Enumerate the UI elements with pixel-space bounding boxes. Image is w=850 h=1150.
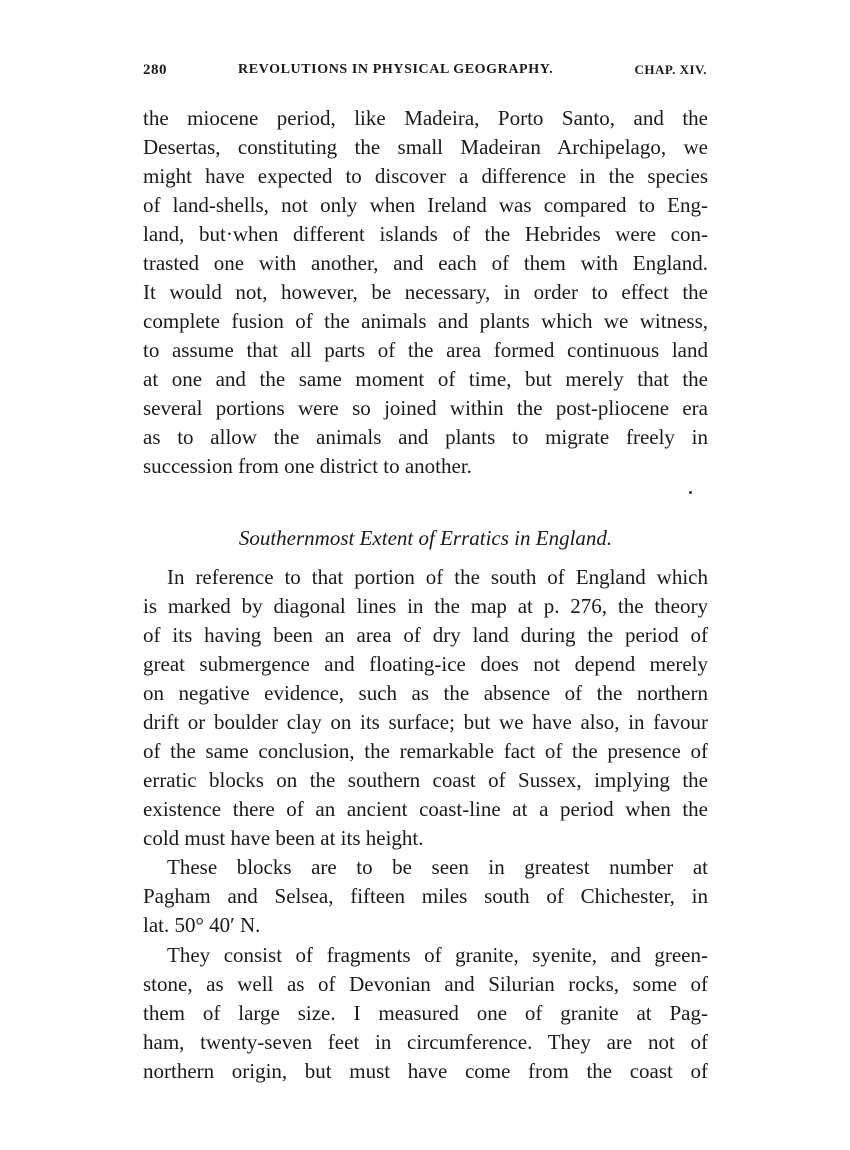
page-number: 280 — [143, 62, 167, 78]
text-line: of land-shells, not only when Ireland was compared to Eng- — [143, 193, 708, 217]
text-line: land, but·when different islands of the Hebrides were con- — [143, 222, 708, 246]
text-line: They consist of fragments of granite, syenite, and green- — [167, 943, 708, 967]
text-line: In reference to that portion of the south of England which — [167, 565, 708, 589]
text-line: cold must have been at its height. — [143, 826, 424, 850]
text-line: complete fusion of the animals and plants which we witness, — [143, 309, 708, 333]
print-speck — [689, 491, 692, 494]
text-line: It would not, however, be necessary, in order to effect the — [143, 280, 708, 304]
text-line: These blocks are to be seen in greatest number at — [167, 855, 708, 879]
text-line: succession from one district to another. — [143, 454, 472, 478]
running-header — [143, 62, 707, 86]
text-line: Pagham and Selsea, fifteen miles south of Chichester, in — [143, 884, 708, 908]
text-line: to assume that all parts of the area formed continuous land — [143, 338, 708, 362]
text-line: lat. 50° 40′ N. — [143, 913, 261, 937]
text-line: on negative evidence, such as the absence of the northern — [143, 681, 708, 705]
text-line: northern origin, but must have come from the coast of — [143, 1059, 708, 1083]
chapter-label: CHAP. XIV. — [634, 62, 707, 77]
text-line: the miocene period, like Madeira, Porto Santo, and the — [143, 106, 708, 130]
text-line: great submergence and floating-ice does not depend merely — [143, 652, 708, 676]
text-line: erratic blocks on the southern coast of Sussex, implying the — [143, 768, 708, 792]
text-line: trasted one with another, and each of them with England. — [143, 251, 708, 275]
text-line: of the same conclusion, the remarkable fact of the presence of — [143, 739, 708, 763]
running-title: REVOLUTIONS IN PHYSICAL GEOGRAPHY. — [238, 62, 554, 77]
text-line: is marked by diagonal lines in the map at p. 276, the theory — [143, 594, 708, 618]
text-line: as to allow the animals and plants to migrate freely in — [143, 425, 708, 449]
text-line: Desertas, constituting the small Madeiran Archipelago, we — [143, 135, 708, 159]
text-line: ham, twenty-seven feet in circumference. They are not of — [143, 1030, 708, 1054]
text-line: at one and the same moment of time, but merely that the — [143, 367, 708, 391]
text-line: them of large size. I measured one of granite at Pag- — [143, 1001, 708, 1025]
text-line: existence there of an ancient coast-line at a period when the — [143, 797, 708, 821]
text-line: drift or boulder clay on its surface; but we have also, in favour — [143, 710, 708, 734]
section-heading: Southernmost Extent of Erratics in England. — [238, 526, 613, 550]
text-line: might have expected to discover a difference in the species — [143, 164, 708, 188]
text-line: several portions were so joined within the post-pliocene era — [143, 396, 708, 420]
text-line: stone, as well as of Devonian and Silurian rocks, some of — [143, 972, 708, 996]
text-line: of its having been an area of dry land during the period of — [143, 623, 708, 647]
